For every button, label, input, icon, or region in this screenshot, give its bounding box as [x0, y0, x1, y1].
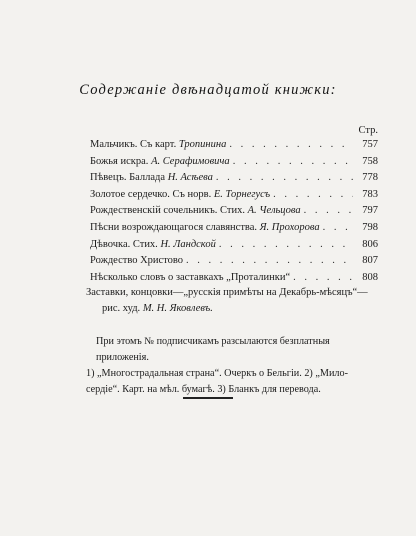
- toc-entry-page: 797: [362, 205, 378, 217]
- illustrator-name: М. Н. Яковлевъ.: [142, 303, 213, 314]
- leader-dots: [293, 272, 353, 283]
- supplement-line: При этомъ № подписчикамъ разсылаются безплатныя приложенія.: [96, 336, 330, 363]
- toc-entry-title: Рождество Христово: [90, 255, 184, 267]
- toc-entry-page: 758: [362, 155, 378, 167]
- toc-entry-title: Золотое сердечко. Съ норв. Е. Торнегусъ: [90, 188, 271, 200]
- toc-entry: [90, 255, 378, 272]
- toc-entry-title: Мальчикъ. Съ карт. Тропинина: [90, 139, 227, 150]
- leader-dots: [219, 239, 353, 250]
- supplement-line: 1) „Многострадальная страна“. Очеркъ о Бельгіи. 2) „Мило-: [86, 368, 348, 379]
- toc-entry-page: 808: [362, 271, 378, 283]
- toc-entry: [90, 139, 378, 156]
- toc-entry: [90, 156, 378, 173]
- toc-entry: [90, 189, 378, 206]
- toc-entry-page: 807: [362, 255, 378, 267]
- leader-dots: [186, 255, 353, 266]
- supplement-line: сердіе“. Карт. на мѣл. бумагѣ. 3) Бланкъ для перевода.: [86, 384, 321, 395]
- toc-entry-title: Пѣвецъ. Баллада Н. Асѣева: [90, 172, 213, 184]
- page-column-header: Стр.: [358, 125, 378, 136]
- credits-line: Заставки, концовки—„русскія примѣты на Декабрь-мѣсяцъ“—: [86, 287, 368, 298]
- leader-dots: [233, 156, 353, 167]
- toc-entry-title: Рождественскій сочельникъ. Стих. А. Чельцова: [90, 205, 301, 217]
- toc-entry: [90, 205, 378, 222]
- toc-entry-page: 783: [362, 188, 378, 200]
- toc-entry-page: 757: [362, 139, 378, 150]
- illustration-credits: [86, 285, 380, 317]
- credits-line: рис. худ. М. Н. Яковлевъ.: [102, 303, 213, 314]
- page-title: Содержаніе двѣнадцатой книжки:: [79, 82, 337, 98]
- toc-entry-title: Нѣсколько словъ о заставкахъ „Проталинки“: [90, 271, 291, 283]
- leader-dots: [304, 205, 353, 216]
- closing-rule: [183, 397, 233, 399]
- toc-entry: [90, 172, 378, 189]
- toc-entry-page: 806: [362, 238, 378, 250]
- toc-entry-title: Пѣсни возрождающагося славянства. Я. Прохорова: [90, 221, 320, 233]
- toc-entry-page: 798: [362, 221, 378, 233]
- toc-entry: [90, 222, 378, 239]
- toc-entry-page: 778: [362, 172, 378, 184]
- leader-dots: [229, 139, 353, 150]
- toc-entry: [90, 239, 378, 256]
- leader-dots: [216, 172, 353, 183]
- table-of-contents: [90, 139, 378, 288]
- toc-entry-title: Божья искра. А. Серафимовича: [90, 155, 230, 167]
- supplements-note: [86, 334, 380, 398]
- leader-dots: [323, 222, 353, 233]
- toc-entry-title: Дѣвочка. Стих. Н. Ландской: [90, 238, 216, 250]
- leader-dots: [273, 189, 353, 200]
